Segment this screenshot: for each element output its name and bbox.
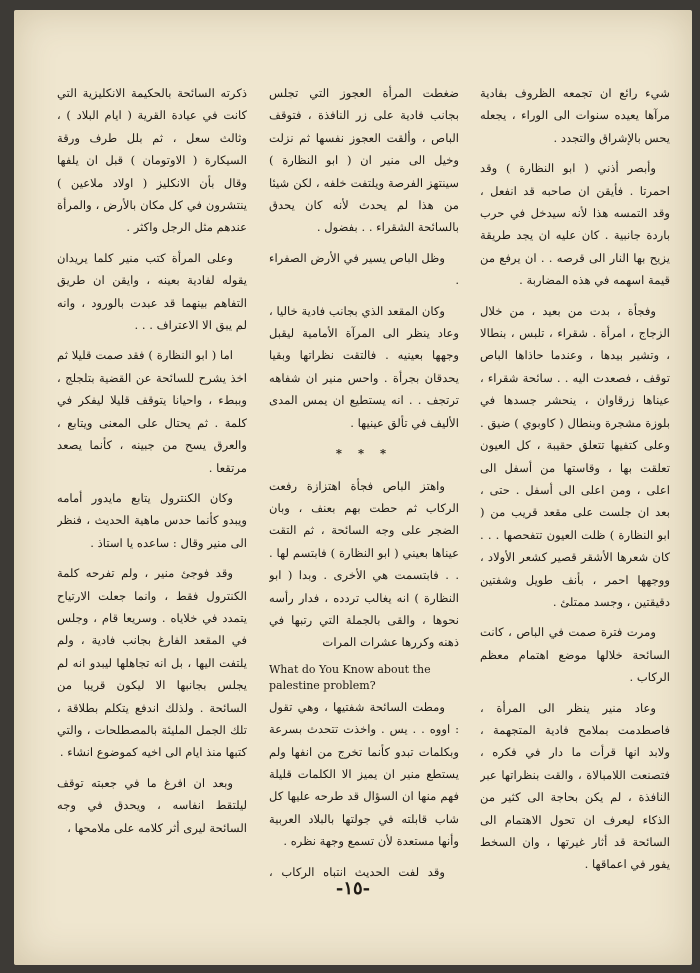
paragraph: وظل الباص يسير في الأرض الصفراء .	[269, 250, 459, 288]
paragraph: وعاد منير ينظر الى المرأة ، فاصطدمت بملامح فادية المتجهمة ، ولابد انها قرأت ما دار في فكره ، فتصنعت اللامبالاة ، والقت بنظراتها عبر النافذة ، لم يكن بحاجة الى كثير من الذكاء ليعرف ان تحول الاهتمام الى السائحة قد أثار غيرتها ، وان السخط يفور في اعماقها .	[480, 700, 670, 872]
paragraph: وكان المقعد الذي بجانب فادية خاليا ، وعاد ينظر الى المرآة الأمامية ليقبل وجهها بعينيه . فالتقت نظراتها وبقيا يحدقان بجرأة . واحس منير ان شفاهه ترتجف . . انه يستطيع ان يمس المدى الأليف في تألق عينيها .	[269, 303, 459, 430]
paragraph: شيء رائع ان تجمعه الظروف بفادية مرآها يعيده سنوات الى الوراء ، يجعله يحس بالإشراق والتجدد .	[480, 86, 670, 145]
paragraph: ضغطت المرأة العجوز التي تجلس بجانب فادية على زر النافذة ، فتوقف الباص ، وألقت العجوز نفسها ثم نزلت وخيل الى منير ان ( ابو النظارة ) سينتهز الفرصة ويلتفت خلفه ، لكن شيئا من هذا لم يحدث لأنه كان يحدق بالسائحة الشقراء . . بفضول .	[269, 86, 459, 235]
page-number: -١٥-	[335, 878, 371, 899]
text-column-middle	[269, 82, 459, 887]
paragraph: ذكرته السائحة بالحكيمة الانكليزية التي كانت في عيادة القرية ( ايام البلاد ) ، وثالث سعل ، ثم بلل طرف ورقة السيكارة ( الاوتومان ) قبل ان يلفها وقال بأن الانكليز ( اولاد ملاعين ) ينتشرون في كل مكان بالأرض ، والمرأة عندهم مثل الرجل واكثر .	[57, 86, 247, 235]
english-quote: What do You Know about the palestine problem?	[269, 662, 431, 692]
paragraph: ومرت فترة صمت في الباص ، كانت السائحة خلالها موضع اهتمام معظم الركاب .	[480, 625, 670, 685]
paragraph: وفجأة ، بدت من بعيد ، من خلال الزجاج ، امرأة . شقراء ، تلبس ، بنطالا ، وتشير بيدها ، وعندما حاذاها الباص توقف ، فصعدت اليه . . سائحة شقراء ، عيناها زرقاوان ، ينحشر جسدها في بلوزة مشجرة وبنطال ( كاوبوي ) ضيق . وعلى كتفيها تتعلق حقيبة ، كل العيون تعلقت بها ، وقاستها من أسفل الى اعلى ، ومن اعلى الى أسفل . حتى ، بعد ان جلست على مقعد قريب من ( ابو النظارة ) ظلت العيون تتفحصها . . . كان شعرها الأشقر قصير كشعر الأولاد ، ووجهها احمر ، بأنف طويل وشفتين دقيقتين ، وجسد ممتلئ .	[480, 303, 670, 609]
page-sheet	[14, 10, 692, 965]
section-separator: * * *	[335, 446, 393, 461]
paragraph: ومطت السائحة شفتيها ، وهي تقول : اووه . . يس . واخذت تتحدث بسرعة وبكلمات تبدو كأنما تخرج من انفها ولم يستطع منير ان يميز الا الكلمات قليلة فهم منها ان السؤال قد طرحه عليها كل شاب قابلته في جولتها بالبلاد العربية وأنها مستعدة لأن تسمع وجهة نظره .	[269, 699, 459, 849]
paragraph: اما ( ابو النظارة ) فقد صمت قليلا ثم اخذ يشرح للسائحة عن القضية بتلجلج ، وببطء ، واحيانا يتوقف قليلا ليفكر في كلمة . ثم يحتال على المعنى ويتابع ، والعرق يسح من جبينه ، كأنما يصعد مرتقعا .	[57, 348, 247, 475]
paragraph: وبعد ان افرغ ما في جعبته توقف ليلتقط انفاسه ، ويحدق في وجه السائحة ليرى أثر كلامه على ملامحها ،	[57, 775, 247, 835]
text-column-right	[480, 82, 670, 887]
paragraph: وكان الكنترول يتابع مايدور أمامه ويبدو كأنما حدس ماهية الحديث ، فنظر الى منير وقال : ساعده يا استاذ .	[57, 490, 247, 550]
paragraph: وأبصر أذني ( ابو النظارة ) وقد احمرتا . فأيقن ان صاحبه قد انفعل ، وقد التمسه هذا لأنه سيدخل في حرب باردة جانبية . كان عليه ان يجد طريقة يزيح بها النار الى قرصه . . ان يرفع من قيمة اسهمه في هذه المضاربة .	[480, 161, 670, 288]
paragraph: وقد لفت الحديث انتباه الركاب ،	[269, 864, 445, 879]
paragraph: وقد فوجئ منير ، ولم تفرحه كلمة الكنترول فقط ، وانما جعلت الارتياح يتمدد في خلاياه . وسريعا قام ، وجلس في المقعد الفارغ بجانب فادية ، ولم يلتفت اليها ، بل انه تجاهلها ليبدو انه لم يجلس بجانبها الا ليكون قريبا من السائحة . ولذلك اندفع يتكلم بطلاقة ، تلك الجمل المليئة بالمصطلحات ، والتي كتبها منذ ايام الى اخيه كموضوع انشاء .	[57, 566, 247, 760]
text-column-left	[57, 82, 247, 887]
paragraph: واهتز الباص فجأة اهتزازة رفعت الركاب ثم حطت بهم بعنف ، وبان الضجر على وجه السائحة ، ثم التقت عيناها بعيني ( ابو النظارة ) فابتسم لها . . . فابتسمت هي الأخرى . وبدا ( ابو النظارة ) انه يغالب تردده ، فدار رأسه نحوها ، والقى بالجملة التي رتبها في ذهنه وكررها عشرات المرات	[269, 478, 459, 650]
paragraph: وعلى المرأة كتب منير كلما يريدان يقوله لفادية بعينه ، وايقن ان طريق التفاهم بينهما قد عبدت بالورود ، وانه لم يبق الا الاعتراف . . .	[57, 250, 247, 333]
